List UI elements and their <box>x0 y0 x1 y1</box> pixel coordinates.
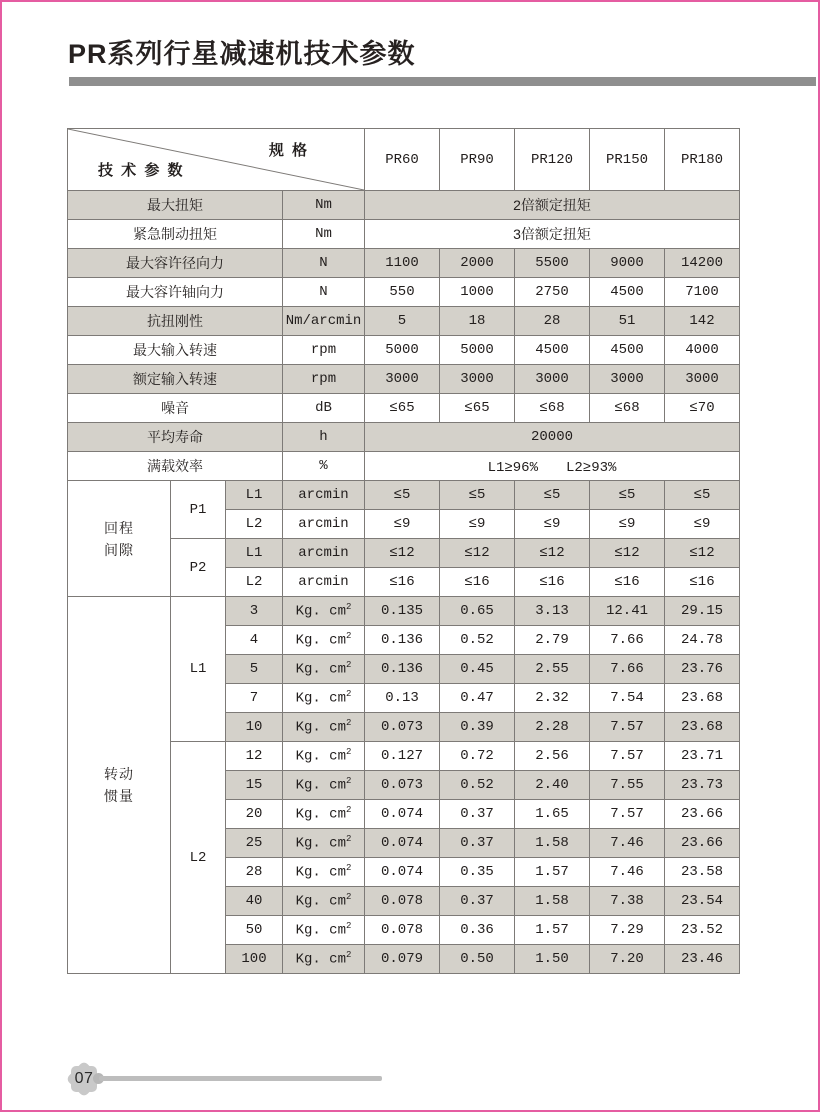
value-cell: 5000 <box>365 336 440 365</box>
value-cell: 23.73 <box>665 771 740 800</box>
backlash-group-label: 间隙 <box>104 541 134 558</box>
value-cell: 23.68 <box>665 684 740 713</box>
unit-cell <box>283 916 365 945</box>
value-cell: ≤65 <box>365 394 440 423</box>
unit-text: Kg. cm <box>295 603 346 620</box>
value-cell: 7.54 <box>590 684 665 713</box>
level-cell: L1 <box>226 481 283 510</box>
param-label-cell: 额定输入转速 <box>68 365 283 394</box>
unit-cell: arcmin <box>283 568 365 597</box>
unit-text: Kg. cm <box>295 835 346 852</box>
unit-text: Kg. cm <box>295 864 346 881</box>
unit-superscript: 2 <box>346 892 352 903</box>
value-cell: 0.36 <box>440 916 515 945</box>
value-cell: ≤16 <box>365 568 440 597</box>
value-cell: 0.45 <box>440 655 515 684</box>
value-cell: 4500 <box>590 336 665 365</box>
table-row <box>68 191 740 220</box>
value-cell: 3000 <box>590 365 665 394</box>
value-cell: 2750 <box>515 278 590 307</box>
value-cell: 7100 <box>665 278 740 307</box>
unit-text: Kg. cm <box>295 690 346 707</box>
unit-text: Kg. cm <box>295 748 346 765</box>
value-cell: 1.50 <box>515 945 590 974</box>
unit-cell: N <box>283 249 365 278</box>
value-cell: ≤9 <box>590 510 665 539</box>
inertia-group-cell <box>68 597 171 974</box>
value-cell: 24.78 <box>665 626 740 655</box>
unit-cell: rpm <box>283 336 365 365</box>
table-row <box>68 423 740 452</box>
unit-superscript: 2 <box>346 863 352 874</box>
unit-cell <box>283 626 365 655</box>
value-cell: 1.58 <box>515 887 590 916</box>
unit-superscript: 2 <box>346 718 352 729</box>
unit-text: Kg. cm <box>295 632 346 649</box>
unit-cell: Nm <box>283 191 365 220</box>
value-cell: 0.72 <box>440 742 515 771</box>
ratio-cell: 5 <box>226 655 283 684</box>
table-row <box>68 597 740 626</box>
value-cell: 142 <box>665 307 740 336</box>
value-cell: 0.078 <box>365 887 440 916</box>
ratio-cell: 28 <box>226 858 283 887</box>
value-cell: 550 <box>365 278 440 307</box>
level-cell: L1 <box>226 539 283 568</box>
ratio-cell: 50 <box>226 916 283 945</box>
column-header-pr60: PR60 <box>365 129 440 191</box>
value-cell: 0.37 <box>440 800 515 829</box>
unit-cell: Nm/arcmin <box>283 307 365 336</box>
value-cell: 0.39 <box>440 713 515 742</box>
value-cell: 0.074 <box>365 829 440 858</box>
inertia-group-label: 惯量 <box>104 788 134 804</box>
l2-group-cell: L2 <box>171 742 226 974</box>
unit-cell <box>283 858 365 887</box>
title-underline-bar <box>69 77 816 86</box>
value-cell: 7.57 <box>590 713 665 742</box>
unit-text: Kg. cm <box>295 806 346 823</box>
spec-table <box>67 128 740 974</box>
unit-superscript: 2 <box>346 602 352 613</box>
value-cell: ≤16 <box>665 568 740 597</box>
value-cell: ≤70 <box>665 394 740 423</box>
ratio-cell: 25 <box>226 829 283 858</box>
value-cell: 51 <box>590 307 665 336</box>
value-cell: 23.58 <box>665 858 740 887</box>
unit-cell <box>283 655 365 684</box>
param-label-cell: 最大容许径向力 <box>68 249 283 278</box>
param-label-cell: 平均寿命 <box>68 423 283 452</box>
table-row <box>68 365 740 394</box>
level-cell: L2 <box>226 568 283 597</box>
column-header-pr150: PR150 <box>590 129 665 191</box>
unit-text: Kg. cm <box>295 777 346 794</box>
value-cell: ≤9 <box>440 510 515 539</box>
value-cell: 0.47 <box>440 684 515 713</box>
unit-text: Kg. cm <box>295 719 346 736</box>
value-cell: 0.136 <box>365 626 440 655</box>
value-cell: 5000 <box>440 336 515 365</box>
value-cell: 2.79 <box>515 626 590 655</box>
corner-label-spec: 规 格 <box>268 142 309 159</box>
value-cell: 3.13 <box>515 597 590 626</box>
table-header-row <box>68 129 740 191</box>
unit-cell: rpm <box>283 365 365 394</box>
value-cell: 1.65 <box>515 800 590 829</box>
table-row <box>68 481 740 510</box>
unit-cell <box>283 800 365 829</box>
param-label-cell: 满载效率 <box>68 452 283 481</box>
table-row <box>68 307 740 336</box>
table-row <box>68 336 740 365</box>
unit-cell: h <box>283 423 365 452</box>
unit-superscript: 2 <box>346 805 352 816</box>
value-cell: ≤5 <box>590 481 665 510</box>
unit-cell <box>283 684 365 713</box>
value-cell: 23.52 <box>665 916 740 945</box>
value-cell: ≤68 <box>515 394 590 423</box>
unit-cell: arcmin <box>283 510 365 539</box>
value-cell: 2.40 <box>515 771 590 800</box>
page-number: 07 <box>74 1070 94 1087</box>
value-cell: 3000 <box>365 365 440 394</box>
value-cell: 0.135 <box>365 597 440 626</box>
value-cell: 2.55 <box>515 655 590 684</box>
value-cell: ≤5 <box>440 481 515 510</box>
value-cell: 3000 <box>515 365 590 394</box>
value-cell: 1000 <box>440 278 515 307</box>
value-cell: 0.073 <box>365 713 440 742</box>
param-label-cell: 抗扭刚性 <box>68 307 283 336</box>
value-cell: 1.57 <box>515 916 590 945</box>
value-cell: ≤16 <box>440 568 515 597</box>
backlash-group-label: 回程 <box>104 519 134 536</box>
table-row <box>68 220 740 249</box>
l1-group-cell: L1 <box>171 597 226 742</box>
value-cell: 23.66 <box>665 829 740 858</box>
value-cell: ≤68 <box>590 394 665 423</box>
value-cell: 2.32 <box>515 684 590 713</box>
value-cell: 0.073 <box>365 771 440 800</box>
value-cell: 0.35 <box>440 858 515 887</box>
value-cell: 29.15 <box>665 597 740 626</box>
value-cell: ≤12 <box>365 539 440 568</box>
level-cell: L2 <box>226 510 283 539</box>
unit-cell: dB <box>283 394 365 423</box>
value-cell: 7.55 <box>590 771 665 800</box>
unit-superscript: 2 <box>346 776 352 787</box>
inertia-group-label: 转动 <box>104 766 134 782</box>
value-cell: 0.65 <box>440 597 515 626</box>
value-cell: 0.127 <box>365 742 440 771</box>
value-cell: 2.28 <box>515 713 590 742</box>
unit-cell: Nm <box>283 220 365 249</box>
value-cell: ≤12 <box>665 539 740 568</box>
ratio-cell: 4 <box>226 626 283 655</box>
value-cell: 2.56 <box>515 742 590 771</box>
column-header-pr90: PR90 <box>440 129 515 191</box>
unit-cell <box>283 945 365 974</box>
value-cell: 7.46 <box>590 858 665 887</box>
param-label-cell: 噪音 <box>68 394 283 423</box>
param-label-cell: 最大容许轴向力 <box>68 278 283 307</box>
value-cell: 7.66 <box>590 655 665 684</box>
value-cell: 0.078 <box>365 916 440 945</box>
value-cell: 3000 <box>440 365 515 394</box>
value-cell: 0.13 <box>365 684 440 713</box>
value-cell: 28 <box>515 307 590 336</box>
merged-value-cell: 2倍额定扭矩 <box>365 191 740 220</box>
value-cell: 0.52 <box>440 771 515 800</box>
table-row <box>68 452 740 481</box>
value-cell: 7.57 <box>590 800 665 829</box>
table-row <box>68 249 740 278</box>
value-cell: 5500 <box>515 249 590 278</box>
unit-text: Kg. cm <box>295 661 346 678</box>
backlash-group-cell <box>68 481 171 597</box>
unit-cell <box>283 771 365 800</box>
unit-superscript: 2 <box>346 834 352 845</box>
param-label-cell: 紧急制动扭矩 <box>68 220 283 249</box>
value-cell: 2000 <box>440 249 515 278</box>
value-cell: 0.50 <box>440 945 515 974</box>
unit-cell <box>283 829 365 858</box>
value-cell: 0.136 <box>365 655 440 684</box>
unit-cell <box>283 887 365 916</box>
param-label-cell: 最大输入转速 <box>68 336 283 365</box>
unit-superscript: 2 <box>346 747 352 758</box>
unit-text: Kg. cm <box>295 893 346 910</box>
value-cell: 0.37 <box>440 887 515 916</box>
p2-group-cell: P2 <box>171 539 226 597</box>
page-title: PR系列行星减速机技术参数 <box>68 39 416 69</box>
unit-superscript: 2 <box>346 950 352 961</box>
value-cell: 23.71 <box>665 742 740 771</box>
unit-superscript: 2 <box>346 631 352 642</box>
table-row <box>68 278 740 307</box>
value-cell: 23.68 <box>665 713 740 742</box>
param-label-cell: 最大扭矩 <box>68 191 283 220</box>
value-cell: ≤12 <box>440 539 515 568</box>
unit-text: Kg. cm <box>295 951 346 968</box>
value-cell: 23.76 <box>665 655 740 684</box>
value-cell: ≤16 <box>515 568 590 597</box>
value-cell: 18 <box>440 307 515 336</box>
value-cell: 7.29 <box>590 916 665 945</box>
table-row <box>68 394 740 423</box>
unit-cell <box>283 713 365 742</box>
value-cell: 7.20 <box>590 945 665 974</box>
column-header-pr120: PR120 <box>515 129 590 191</box>
unit-superscript: 2 <box>346 660 352 671</box>
value-cell: ≤65 <box>440 394 515 423</box>
ratio-cell: 100 <box>226 945 283 974</box>
ratio-cell: 12 <box>226 742 283 771</box>
ratio-cell: 15 <box>226 771 283 800</box>
value-cell: 7.57 <box>590 742 665 771</box>
merged-value-cell: 3倍额定扭矩 <box>365 220 740 249</box>
value-cell: 1100 <box>365 249 440 278</box>
column-header-pr180: PR180 <box>665 129 740 191</box>
merged-value-cell: L1≥96% L2≥93% <box>365 452 740 481</box>
ratio-cell: 20 <box>226 800 283 829</box>
value-cell: 0.079 <box>365 945 440 974</box>
unit-superscript: 2 <box>346 689 352 700</box>
ratio-cell: 10 <box>226 713 283 742</box>
value-cell: 12.41 <box>590 597 665 626</box>
value-cell: 14200 <box>665 249 740 278</box>
value-cell: ≤5 <box>515 481 590 510</box>
value-cell: 4500 <box>590 278 665 307</box>
ratio-cell: 40 <box>226 887 283 916</box>
value-cell: 23.54 <box>665 887 740 916</box>
footer-rule <box>99 1076 382 1081</box>
value-cell: 23.46 <box>665 945 740 974</box>
value-cell: 0.074 <box>365 800 440 829</box>
ratio-cell: 3 <box>226 597 283 626</box>
value-cell: 1.58 <box>515 829 590 858</box>
ratio-cell: 7 <box>226 684 283 713</box>
p1-group-cell: P1 <box>171 481 226 539</box>
value-cell: ≤9 <box>365 510 440 539</box>
unit-cell: arcmin <box>283 481 365 510</box>
value-cell: ≤9 <box>665 510 740 539</box>
value-cell: 7.66 <box>590 626 665 655</box>
unit-cell: arcmin <box>283 539 365 568</box>
corner-cell <box>68 129 365 191</box>
merged-value-cell: 20000 <box>365 423 740 452</box>
unit-superscript: 2 <box>346 921 352 932</box>
value-cell: ≤5 <box>665 481 740 510</box>
unit-cell <box>283 597 365 626</box>
corner-label-params: 技 术 参 数 <box>98 162 185 179</box>
value-cell: 3000 <box>665 365 740 394</box>
value-cell: 9000 <box>590 249 665 278</box>
value-cell: 5 <box>365 307 440 336</box>
unit-cell: N <box>283 278 365 307</box>
value-cell: 7.38 <box>590 887 665 916</box>
value-cell: 7.46 <box>590 829 665 858</box>
value-cell: ≤16 <box>590 568 665 597</box>
value-cell: ≤12 <box>590 539 665 568</box>
value-cell: 4500 <box>515 336 590 365</box>
value-cell: 0.37 <box>440 829 515 858</box>
unit-cell <box>283 742 365 771</box>
value-cell: 0.074 <box>365 858 440 887</box>
value-cell: 23.66 <box>665 800 740 829</box>
value-cell: 1.57 <box>515 858 590 887</box>
value-cell: ≤12 <box>515 539 590 568</box>
value-cell: 0.52 <box>440 626 515 655</box>
value-cell: 4000 <box>665 336 740 365</box>
value-cell: ≤5 <box>365 481 440 510</box>
unit-text: Kg. cm <box>295 922 346 939</box>
unit-cell: % <box>283 452 365 481</box>
value-cell: ≤9 <box>515 510 590 539</box>
